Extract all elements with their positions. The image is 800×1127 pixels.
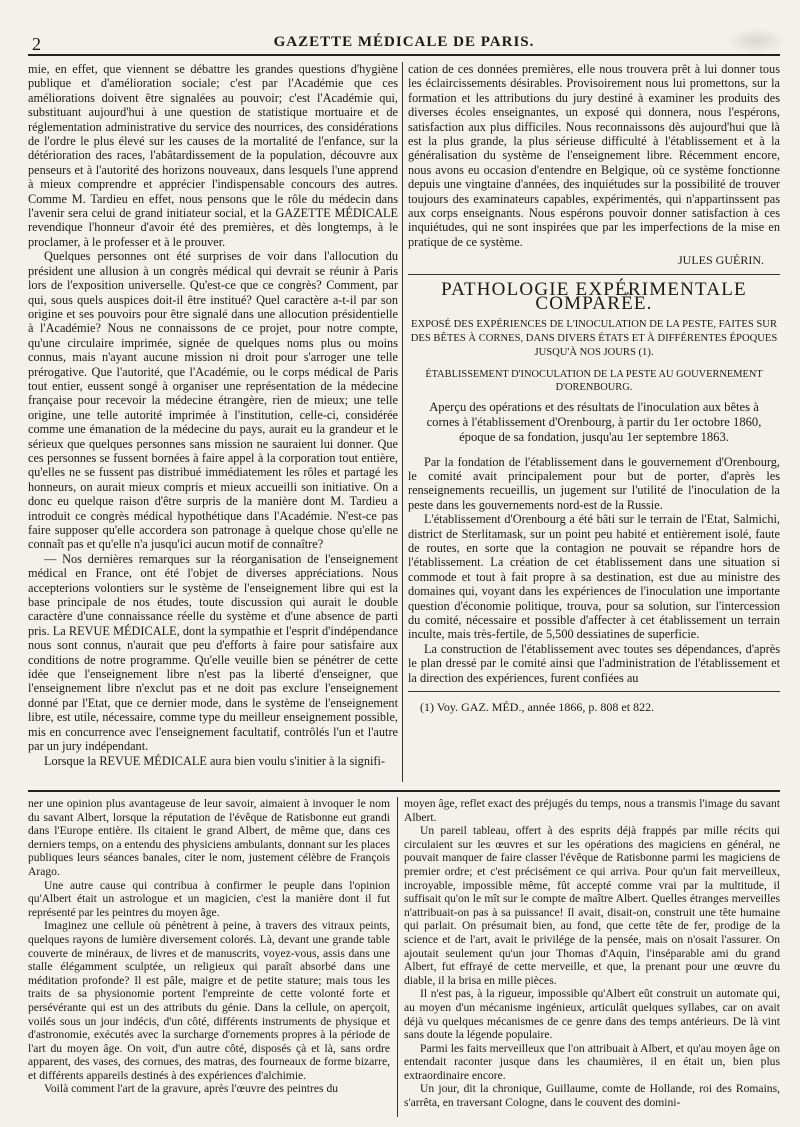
paragraph: Un jour, dit la chronique, Guillaume, comte de Hollande, roi des Romains, s'arrêta, en traversant Cologne, dans le couvent des domini- (404, 1082, 780, 1110)
section-divider (408, 274, 780, 275)
paragraph: Quelques personnes ont été surprises de voir dans l'allocution du président une allusion à un congrès médical qui devrait se réunir à Paris lors de l'exposition universelle. Qu'est-ce que ce congrès? Comment, par qui, sous quels auspices doit-il être institué? Quel caractère a-t-il par son origine et ses pouvoirs pour être signalé dans une allocution présidentielle à l'Académie? Nous ne connaissons de ce projet, pour notre compte, qu'une circulaire imprimée, signée de quelques noms plus ou moins connus, mais n'ayant aucune mission ni droit pour s'arroger une telle prérogative. Que l'autorité, que l'Académie, ou le corps médical de Paris tout entier, eussent songé à organiser une représentation de la médecine française pour recevoir la médecine étrangère, rien de mieux; une telle origine, une telle autorité imprimée à l'institution, celle-ci, considérée comme une émanation de la médecine du pays, aurait eu la grandeur et le sérieux que quelques personnes sans mission ne sauraient lui donner. Que ces personnes se fussent bornées à faire appel à la corporation tout entière, qu'elles ne se fussent pas distribué immédiatement les rôles et partagé les honneurs, on aurait mieux compris et mieux accueilli son initiative. On a donc eu quelque raison d'être surpris de la manière dont M. Tardieu a introduit ce congrès médical hypothétique dans l'Académie. N'est-ce pas faire supposer qu'elle accordera son patronage à quelque chose qu'elle ne connaît pas et qu'elle n'a jusqu'ici aucun motif de connaître? (28, 249, 398, 552)
paragraph: ner une opinion plus avantageuse de leur savoir, aimaient à invoquer le nom du savant Albert, lorsque la réputation de l'évêque de Ratisbonne eut grandi dans l'Europe entière. Ils citaient le grand Albert, de même que, dans ces derniers temps, on a entendu des physiciens ambulants, donnant sur les places publiques leurs séances banales, citer le nom, justement célèbre de François Arago. (28, 797, 390, 878)
top-left-column (28, 62, 398, 768)
paragraph: Il n'est pas, à la rigueur, impossible qu'Albert eût construit un automate qui, au moyen d'un mécanisme ingénieux, articulât quelques syllabes, car on avait déjà vu quelques mécanismes de ce genre dans des temps antérieurs. De là vint sans doute la légende populaire. (404, 987, 780, 1042)
paragraph: cation de ces données premières, elle nous trouvera prêt à lui donner tous les éclaircissements désirables. Provisoirement nous lui promettons, sur la formation et les attributions du jury destiné à examiner les produits des diverses écoles enseignantes, un exposé qui donnera, nous l'espérons, satisfaction aux plus difficiles. Nous reconnaissons dès aujourd'hui que là est la plus grande, la plus sérieuse difficulté à l'établissement et à la généralisation du système de l'enseignement libre. Récemment encore, nous avons eu occasion d'entendre en Belgique, où ce système fonctionne depuis une vingtaine d'années, des inquiétudes sur la possibilité de trouver toujours des examinateurs capables, expérimentés, qui n'appartinssent pas aux corps enseignants. Nous espérons pouvoir donner satisfaction à ces inquiétudes, qui ne sont inspirées que par les imperfections de la mise en pratique de ce système. (408, 62, 780, 249)
page-number: 2 (32, 34, 41, 54)
paragraph: moyen âge, reflet exact des préjugés du temps, nous a transmis l'image du savant Albert. (404, 797, 780, 824)
paragraph: Par la fondation de l'établissement dans le gouvernement d'Orenbourg, le comité avait principalement pour but de porter, d'après les renseignements recueillis, un jugement sur l'utilité de l'inoculation de la peste dans les gouvernements nord-est de la Russie. (408, 454, 780, 512)
bottom-left-column (28, 797, 390, 1096)
paragraph: Lorsque la REVUE MÉDICALE aura bien voulu s'initier à la signifi- (44, 753, 385, 768)
paragraph: mie, en effet, que viennent se débattre les grandes questions d'hygiène publique et d'amélioration sociale; c'est par l'Académie que ces améliorations doivent être signalées au pouvoir; c'est l'Académie qui, substituant aujourd'hui à une question de statistique mortuaire et de réglementation administrative du service des nourrices, des considérations de l'ordre le plus élevé sur les causes de la mortalité de l'enfance, sur la détérioration des races, l'abâtardissement de la population, découvre aux penseurs et à l'autorité des horizons nouveaux, dans lesquels l'une apprend à mieux comprendre et apprécier l'indispensable concours des autres. Comme M. Tardieu en effet, nous pensons que le rôle du médecin dans l'avenir sera celui de grand initiateur social, et la GAZETTE MÉDICALE revendique l'honneur d'avoir été des premières, et dès longtemps, à le proclamer, à le professer et à le prouver. (28, 62, 398, 249)
top-right-column (408, 62, 780, 714)
paragraph: La construction de l'établissement avec toutes ses dépendances, d'après le plan dressé par le comité ainsi que l'administration de l'établissement et la direction des expériences, furent confiées au (408, 641, 780, 685)
section-title: PATHOLOGIE EXPÉRIMENTALE COMPARÉE. (441, 278, 747, 315)
paragraph: Un pareil tableau, offert à des esprits déjà frappés par mille récits qui circulaient sur les œuvres et sur les opérations des magiciens en général, ne pouvait manquer de faire classer l'évêque de Ratisbonne parmi les magiciens de premier ordre; et c'est précisément ce qui arriva. Pour qu'un fait merveilleux, incroyable, impossible même, fût accepté comme vrai par la multitude, il suffisait qu'on le mît sur le compte de maître Albert. Quelles étranges merveilles n'attribuait-on pas à sa puissance! Il avait, disait-on, construit une tête humaine qui parlait. On présumait bien, au fond, que cette tête de fer, prodige de la science et de l'art, avait le privilége de la pensée, mais on n'osait l'assurer. On ajoutait seulement qu'un jour Thomas d'Aquin, l'inséparable ami du grand Albert, fut effrayé de cette merveille, et que, la prenant pour une œuvre du diable, il la brisa en mille pièces. (404, 824, 780, 987)
article-overview: Aperçu des opérations et des résultats de l'inoculation aux bêtes à cornes à l'établissement d'Orenbourg, à partir du 1er octobre 1860, époque de sa fondation, jusqu'au 1er septembre 1863. (426, 399, 762, 444)
paragraph: — Nos dernières remarques sur la réorganisation de l'enseignement médical en France, ont été l'objet de diverses appréciations. Nous accepterions volontiers sur le système de l'enseignement libre qui est la base principale de nos études, toute discussion qui aurait le double caractère d'une connaissance réelle du système et d'une absence de parti pris. La REVUE MÉDICALE, dont la sympathie et l'esprit d'indépendance nous sont connus, n'aurait que peu d'efforts à faire pour satisfaire aux conditions de notre programme. Qu'elle veuille bien se pénétrer de cette idée que l'enseignement libre n'est pas la liberté d'enseigner, que l'enseignement libre n'exclut pas et ne doit pas exclure l'enseignement donné par l'Etat, que ce dernier mode, dans le système de l'enseignement libre, est utile, nécessaire, comme type du meilleur enseignement possible, mis en concurrence avec l'enseignement facultatif, contrôlés l'un et l'autre par un jury indépendant. (28, 551, 398, 754)
bottom-right-column (404, 797, 780, 1110)
article-summary: EXPOSÉ DES EXPÉRIENCES DE L'INOCULATION DE LA PESTE, FAITES SUR DES BÊTES À CORNES, DANS DIVERS ÉTATS ET À DIFFÉRENTES ÉPOQUES JUSQU'À NOS JOURS (1). (410, 318, 778, 358)
article-subheading: ÉTABLISSEMENT D'INOCULATION DE LA PESTE AU GOUVERNEMENT D'ORENBOURG. (425, 368, 763, 393)
column-divider (397, 797, 398, 1117)
paragraph: L'établissement d'Orenbourg a été bâti sur le terrain de l'Etat, Salmichi, district de Sterlitamask, sur un point peu habité et entièrement isolé, faute de routes, en sorte que la contagion ne pouvait se répandre hors de l'établissement. La création de cet établissement dans une situation si commode et tout à fait propre à sa destination, est due au ministre des domaines qui, voyant dans les expériences de l'inoculation une importante question d'économie politique, trouva, pour sa solution, sur l'intercession du comité, nécessaire et possible d'affecter à cet établissement un terrain inculte, mais très-fertile, de 5,500 dessiatines de superficie. (408, 512, 780, 642)
publication-title: GAZETTE MÉDICALE DE PARIS. (273, 34, 535, 50)
page-header (28, 30, 780, 56)
author-signature: JULES GUÉRIN. (678, 253, 764, 268)
paragraph: Voilà comment l'art de la gravure, après l'œuvre des peintres du (44, 1082, 339, 1096)
column-divider (402, 62, 403, 782)
paragraph: Imaginez une cellule où pénètrent à peine, à travers des vitraux peints, quelques rayons de lumière diversement colorés. Là, devant une grande table couverte de minéraux, de livres et de manuscrits, voyez-vous, assis dans une stalle élégamment sculptée, un religieux qui paraît absorbé dans une méditation profonde? Il est pâle, maigre et de petite stature; mais tous les traits de sa physionomie portent l'empreinte de cette volonté forte et persévérante qui est un des attributs du génie. Dans la cellule, on aperçoit, voilés sous un jour indécis, d'un côté, différents instruments de physique et d'astronomie, exécutés avec la surcharge d'ornements propres à la période de l'art du moyen âge. On voit, d'un autre côté, disposés çà et là, sans ordre apparent, des vases, des cornues, des matras, des fourneaux de forme bizarre, et différents appareils destinés à des expériences d'alchimie. (28, 919, 390, 1082)
paragraph: Une autre cause qui contribua à confirmer le peuple dans l'opinion qu'Albert était un astrologue et un magicien, c'est la manière dont il fut représenté par les peintres du moyen âge. (28, 878, 390, 919)
footnote: (1) Voy. GAZ. MÉD., année 1866, p. 808 et 822. (408, 691, 780, 714)
horizontal-divider (28, 790, 780, 792)
paragraph: Parmi les faits merveilleux que l'on attribuait à Albert, et qu'au moyen âge on entendait raconter jusque dans les chaumières, il en était un, bien plus extraordinaire encore. (404, 1041, 780, 1082)
